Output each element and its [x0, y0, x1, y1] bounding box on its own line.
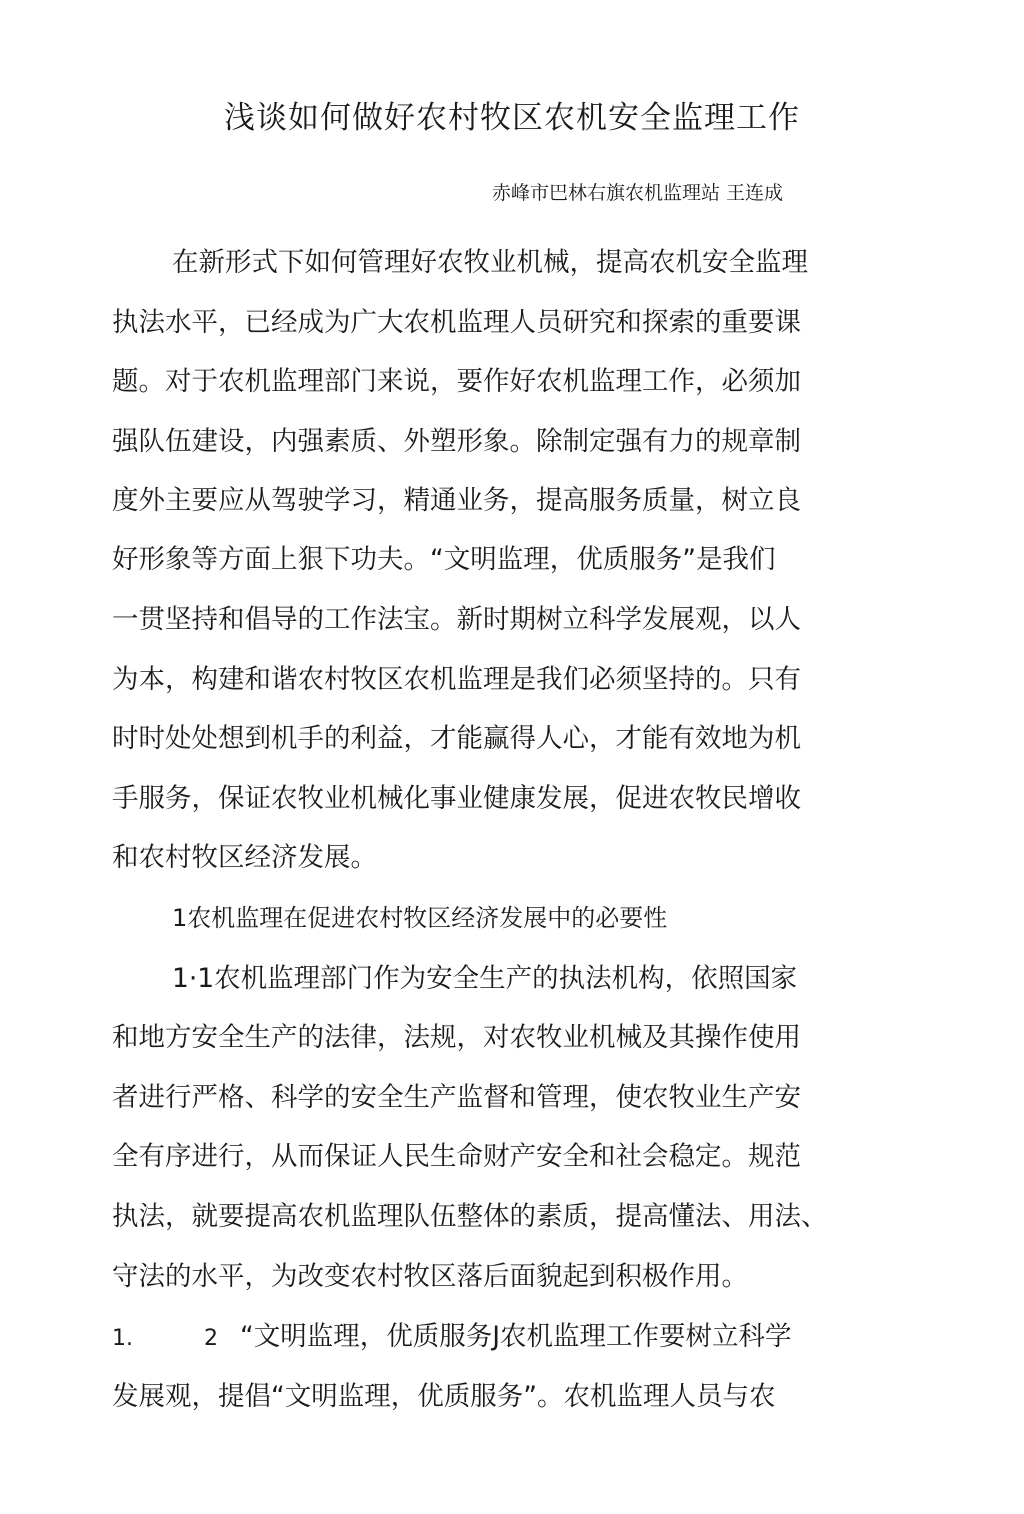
section-number-minor: 2	[204, 1326, 218, 1351]
paragraph-line: 执法，就要提高农机监理队伍整体的素质，提高懂法、用法、	[112, 1201, 828, 1232]
paragraph-line: 手服务，保证农牧业机械化事业健康发展，促进农牧民增收	[112, 783, 801, 814]
paragraph-line: “文明监理，优质服务J农机监理工作要树立科学	[240, 1321, 792, 1352]
paragraph-line: 好形象等方面上狠下功夫。“文明监理，优质服务”是我们	[112, 544, 776, 575]
paragraph-line: 发展观，提倡“文明监理，优质服务”。农机监理人员与农	[112, 1381, 776, 1412]
paragraph-line: 和地方安全生产的法律，法规，对农牧业机械及其操作使用	[112, 1022, 801, 1053]
author-byline: 赤峰市巴林右旗农机监理站 王连成	[492, 182, 784, 204]
paragraph-line: 在新形式下如何管理好农牧业机械，提高农机安全监理	[172, 247, 808, 278]
paragraph-line: 度外主要应从驾驶学习，精通业务，提高服务质量，树立良	[112, 485, 801, 516]
paragraph-line: 者进行严格、科学的安全生产监督和管理，使农牧业生产安	[112, 1082, 801, 1113]
paragraph-line: 执法水平，已经成为广大农机监理人员研究和探索的重要课	[112, 307, 801, 338]
document-title: 浅谈如何做好农村牧区农机安全监理工作	[224, 100, 800, 136]
section-heading: 1农机监理在促进农村牧区经济发展中的必要性	[172, 904, 668, 932]
paragraph-line: 时时处处想到机手的利益，才能赢得人心，才能有效地为机	[112, 723, 801, 754]
paragraph-line: 强队伍建设，内强素质、外塑形象。除制定强有力的规章制	[112, 426, 801, 457]
paragraph-line: 1·1农机监理部门作为安全生产的执法机构，依照国家	[172, 963, 798, 994]
paragraph-line: 全有序进行，从而保证人民生命财产安全和社会稳定。规范	[112, 1141, 801, 1172]
paragraph-line: 和农村牧区经济发展。	[112, 842, 377, 873]
section-number-major: 1.	[112, 1326, 133, 1351]
paragraph-line: 一贯坚持和倡导的工作法宝。新时期树立科学发展观，以人	[112, 604, 801, 635]
paragraph-line: 为本，构建和谐农村牧区农机监理是我们必须坚持的。只有	[112, 664, 801, 695]
paragraph-line: 题。对于农机监理部门来说，要作好农机监理工作，必须加	[112, 366, 801, 397]
paragraph-line: 守法的水平，为改变农村牧区落后面貌起到积极作用。	[112, 1261, 748, 1292]
